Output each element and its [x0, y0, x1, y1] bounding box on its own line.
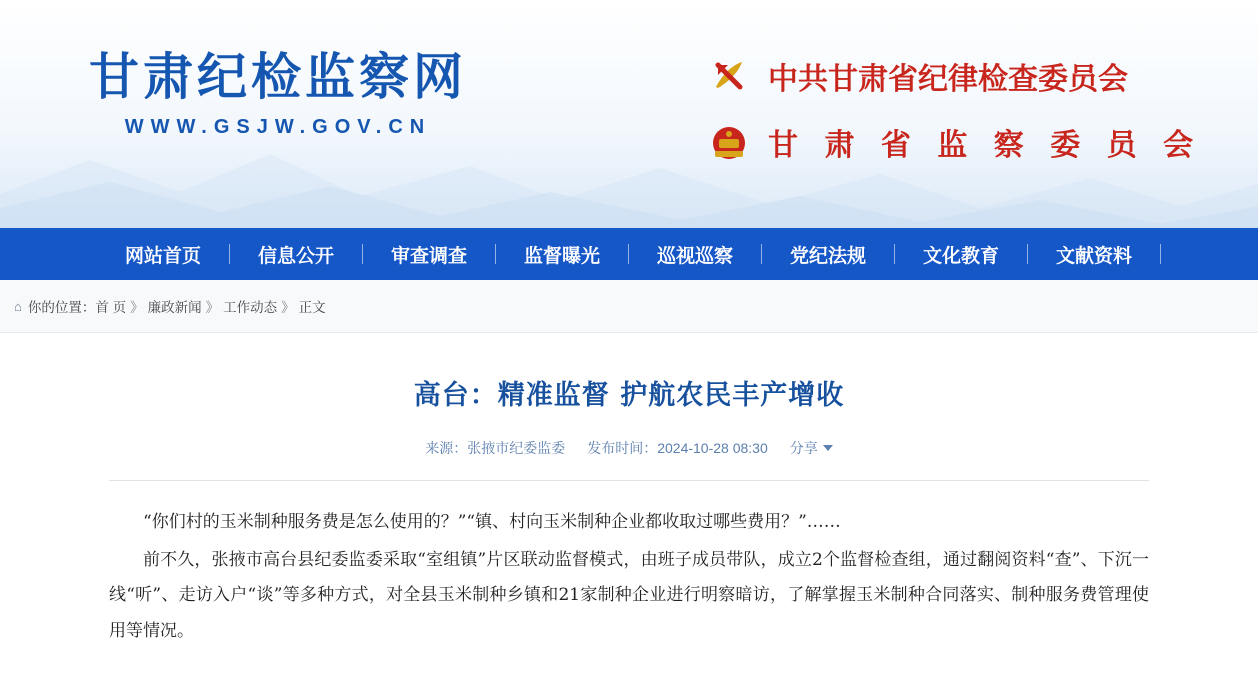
- national-emblem-icon: [706, 119, 752, 165]
- organization-block: [706, 48, 1202, 180]
- article-divider: [109, 480, 1149, 481]
- breadcrumb: [14, 296, 326, 316]
- nav-item-culture-education[interactable]: 文化教育: [923, 245, 1000, 267]
- breadcrumb-prefix: 你的位置：: [27, 300, 96, 315]
- nav-item-documents[interactable]: 文献资料: [1056, 245, 1133, 267]
- hammer-sickle-icon: [706, 53, 752, 99]
- breadcrumb-separator: 》: [281, 300, 295, 315]
- article-meta: [109, 438, 1149, 458]
- breadcrumb-item-home[interactable]: 首 页: [95, 300, 127, 315]
- chevron-down-icon: [823, 445, 833, 451]
- article-container: [109, 333, 1149, 650]
- breadcrumb-bar: [0, 280, 1258, 333]
- main-navigation: [0, 228, 1258, 280]
- nav-item-home[interactable]: 网站首页: [124, 245, 201, 267]
- nav-item-information-disclosure[interactable]: 信息公开: [257, 245, 334, 267]
- nav-item-inspection[interactable]: 巡视巡察: [657, 245, 734, 267]
- organization-line-supervisory: [706, 114, 1202, 170]
- breadcrumb-item-work-updates[interactable]: 工作动态: [223, 300, 278, 315]
- site-url: WWW.GSJW.GOV.CN: [124, 115, 432, 138]
- breadcrumb-separator: 》: [130, 300, 144, 315]
- organization-name-party: 中共甘肃省纪律检查委员会: [768, 62, 1128, 97]
- article-publish-time: [587, 438, 768, 458]
- share-label: 分享: [789, 440, 818, 456]
- breadcrumb-item-news[interactable]: 廉政新闻: [147, 300, 202, 315]
- page-title: 高台：精准监督 护航农民丰产增收: [413, 380, 845, 411]
- breadcrumb-item-current: 正文: [298, 300, 326, 315]
- site-header-banner: [0, 0, 1258, 228]
- nav-item-supervision-exposure[interactable]: 监督曝光: [523, 245, 600, 267]
- breadcrumb-separator: 》: [205, 300, 220, 315]
- article-body: [109, 505, 1149, 650]
- nav-separator: [1160, 244, 1161, 264]
- article-publish-value: 2024-10-28 08:30: [657, 440, 768, 456]
- article-publish-label: 发布时间：: [587, 440, 658, 456]
- site-logo[interactable]: [68, 48, 488, 139]
- article-paragraph: 前不久，张掖市高台县纪委监委采取“室组镇”片区联动监督模式，由班子成员带队，成立2个监督检查组，通过翻阅资料“查”、下沉一线“听”、走访入户“谈”等多种方式，对全县玉米制种乡镇和21家制种企业进行明察暗访，了解掌握玉米制种合同落实、制种服务费管理使用等情况。: [109, 549, 1149, 642]
- article-source-label: 来源：: [425, 440, 468, 456]
- home-icon: ⌂: [14, 298, 22, 314]
- organization-name-supervisory: 甘 肃 省 监 察 委 员 会: [768, 128, 1202, 163]
- article-source: [425, 438, 565, 458]
- article-source-value: 张掖市纪委监委: [467, 440, 566, 456]
- share-button[interactable]: [790, 438, 833, 458]
- nav-item-party-discipline[interactable]: 党纪法规: [790, 245, 867, 267]
- article-paragraph: “你们村的玉米制种服务费是怎么使用的？”“镇、村向玉米制种企业都收取过哪些费用？”……: [143, 512, 841, 532]
- organization-line-party: [706, 48, 1166, 104]
- nav-item-investigation[interactable]: 审查调查: [390, 245, 467, 267]
- site-name-cn: 甘肃纪检监察网: [89, 47, 467, 106]
